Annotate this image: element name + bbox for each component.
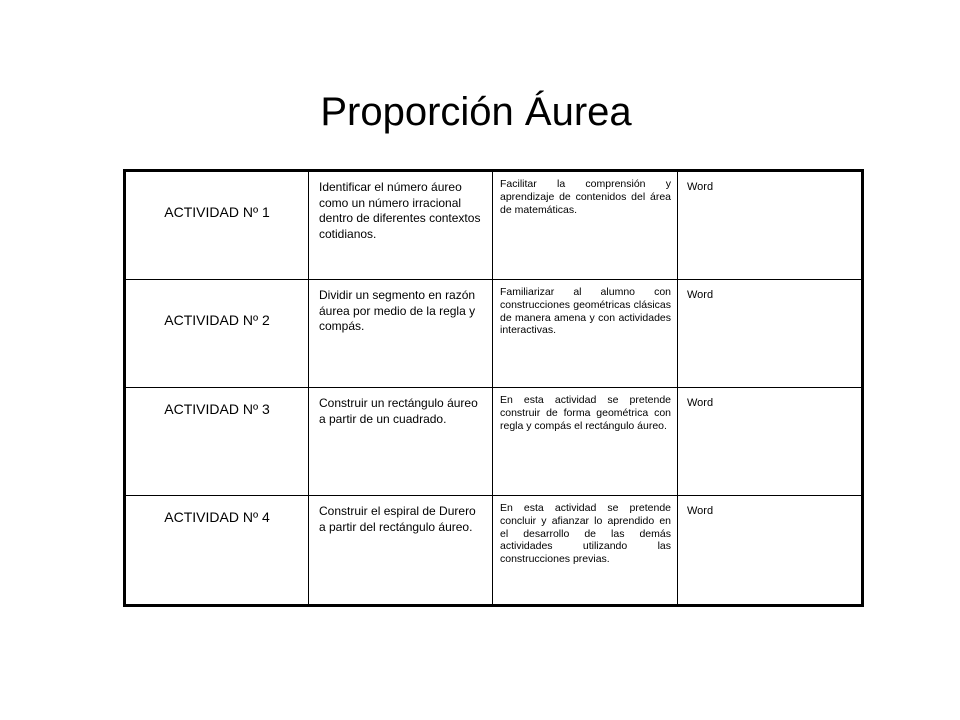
objective-cell [309,388,493,496]
activity-tool: Word [687,289,714,301]
activity-cell [125,280,309,388]
table-row [125,496,863,606]
objective-cell [309,171,493,280]
purpose-cell [493,388,678,496]
activity-objective: Construir el espiral de Durero a partir del rectángulo áureo. [319,504,476,534]
activities-table [123,169,864,607]
activity-cell [125,388,309,496]
tool-cell [678,388,863,496]
table-row [125,388,863,496]
activity-cell [125,171,309,280]
tool-cell [678,280,863,388]
activity-objective: Dividir un segmento en razón áurea por medio de la regla y compás. [319,288,476,333]
activity-name: ACTIVIDAD Nº 4 [164,509,270,525]
activity-objective: Construir un rectángulo áureo a partir de un cuadrado. [319,396,478,426]
table-row [125,280,863,388]
page-title: Proporción Áurea [320,90,632,134]
purpose-cell [493,280,678,388]
activity-purpose: Facilitar la comprensión y aprendizaje de contenidos del área de matemáticas. [500,178,671,216]
tool-cell [678,171,863,280]
purpose-cell [493,171,678,280]
activity-tool: Word [687,181,714,193]
activity-purpose: En esta actividad se pretende concluir y afianzar lo aprendido en el desarrollo de las demás actividades utilizando las construcciones previas. [500,502,671,566]
activity-purpose: Familiarizar al alumno con construcciones geométricas clásicas de manera amena y con actividades interactivas. [500,286,671,337]
objective-cell [309,280,493,388]
activity-name: ACTIVIDAD Nº 1 [164,204,270,220]
purpose-cell [493,496,678,606]
activity-name: ACTIVIDAD Nº 2 [164,312,270,328]
activity-objective: Identificar el número áureo como un número irracional dentro de diferentes contextos cotidianos. [319,180,481,241]
activity-tool: Word [687,397,714,409]
activity-name: ACTIVIDAD Nº 3 [164,401,270,417]
table-row [125,171,863,280]
activity-tool: Word [687,505,714,517]
activity-cell [125,496,309,606]
activity-purpose: En esta actividad se pretende construir de forma geométrica con regla y compás el rectángulo áureo. [500,394,671,432]
tool-cell [678,496,863,606]
objective-cell [309,496,493,606]
